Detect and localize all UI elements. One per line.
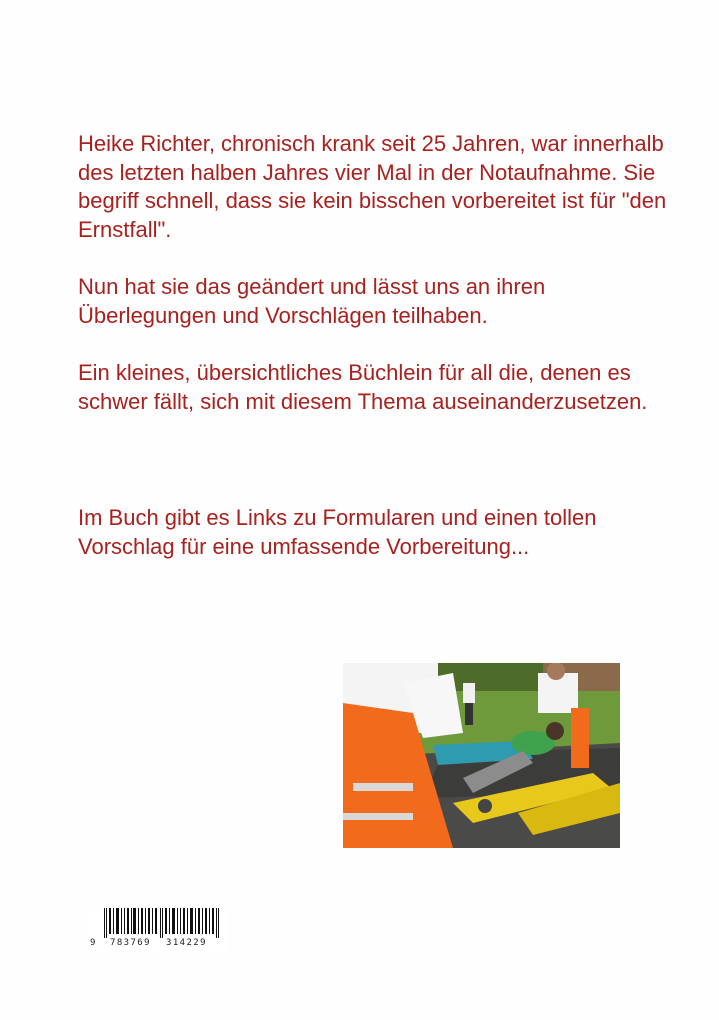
blurb-paragraph-audience: Ein kleines, übersichtliches Büchlein für all die, denen es schwer fällt, sich mit diesem Thema auseinanderzusetzen. [78, 360, 648, 414]
blurb-paragraph-change: Nun hat sie das geändert und lässt uns an ihren Überlegungen und Vorschlägen teilhaben. [78, 274, 546, 328]
photo-illustration [343, 663, 620, 848]
blurb-paragraph-intro: Heike Richter, chronisch krank seit 25 Jahren, war innerhalb des letzten halben Jahres vier Mal in der Notaufnahme. Sie begriff schnell, dass sie kein bisschen vorbereitet ist für "den Ernstfall". [78, 131, 667, 242]
isbn-barcode [86, 906, 228, 952]
barcode-left-group: 783769 [110, 938, 151, 948]
blurb-paragraph-links: Im Buch gibt es Links zu Formularen und einen tollen Vorschlag für eine umfassende Vorbereitung... [78, 505, 597, 559]
barcode-right-group: 314229 [166, 938, 207, 948]
paramedics-stretcher-photo [343, 663, 620, 848]
barcode-bars [100, 908, 226, 938]
barcode-first-digit: 9 [90, 938, 97, 948]
